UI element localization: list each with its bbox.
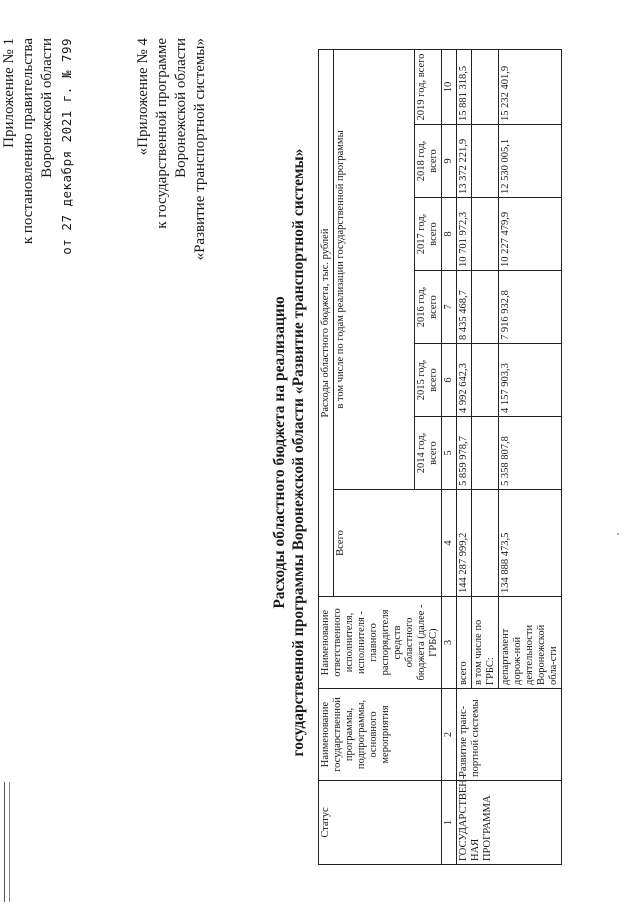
column-number: 3 xyxy=(442,597,457,689)
header-status: Статус xyxy=(319,781,442,865)
header-year-2016: 2016 год, всего xyxy=(415,271,442,344)
row-value-2015: 4 992 642,3 xyxy=(457,344,472,417)
scan-speck xyxy=(617,533,619,535)
document-title xyxy=(270,0,308,905)
program-region: Воронежской области xyxy=(173,38,189,178)
row-value-2018: 12 530 005,1 xyxy=(499,125,562,198)
row-value-2014: 5 358 807,8 xyxy=(499,417,562,490)
row-executor: всего xyxy=(457,597,472,689)
header-program-name: Наименование государственной программы, подпрограммы, основного мероприятия xyxy=(319,689,442,781)
column-number: 6 xyxy=(442,344,457,417)
column-number: 7 xyxy=(442,271,457,344)
header-total: Всего xyxy=(334,490,442,597)
column-number: 5 xyxy=(442,417,457,490)
header-year-2017: 2017 год, всего xyxy=(415,198,442,271)
column-number: 2 xyxy=(442,689,457,781)
footer-divider-secondary xyxy=(9,782,10,902)
appendix-header xyxy=(0,38,115,338)
header-year-2014: 2014 год, всего xyxy=(415,417,442,490)
row-status: ГОСУДАРСТВЕН-НАЯ ПРОГРАММА xyxy=(457,781,562,865)
column-number: 9 xyxy=(442,125,457,198)
footer-divider xyxy=(4,782,5,902)
row-program-name: Развитие транс-портной системы xyxy=(457,689,562,781)
appendix-date: от 27 декабря 2021 г. № 799 xyxy=(59,38,74,255)
title-line-2: государственной программы Воронежской области «Развитие транспортной системы» xyxy=(290,148,307,757)
row-total: 144 287 999,2 xyxy=(457,490,472,597)
row-value-2016: 7 916 932,8 xyxy=(499,271,562,344)
column-number-row xyxy=(442,50,457,865)
row-value-2017: 10 701 972,3 xyxy=(457,198,472,271)
row-total: 134 888 473,5 xyxy=(499,490,562,597)
column-number: 4 xyxy=(442,490,457,597)
row-value-2018: 13 372 221,9 xyxy=(457,125,472,198)
budget-table xyxy=(318,49,562,865)
row-value-2015: 4 157 903,3 xyxy=(499,344,562,417)
header-year-2019: 2019 год, всего xyxy=(415,50,442,125)
header-budget-group: Расходы областного бюджета, тыс. рублей xyxy=(319,50,334,597)
appendix-number: Приложение № 1 xyxy=(1,38,17,148)
appendix-resolution: к постановлению правительства xyxy=(20,38,36,245)
program-appendix-number: «Приложение № 4 xyxy=(135,38,151,156)
appendix-region: Воронежской области xyxy=(39,38,55,178)
row-value-2014: 5 859 978,7 xyxy=(457,417,472,490)
row-value-2016: 8 435 468,7 xyxy=(457,271,472,344)
row-executor: в том числе по ГРБС: xyxy=(472,597,499,689)
column-number: 1 xyxy=(442,781,457,865)
row-value-2017: 10 227 479,9 xyxy=(499,198,562,271)
column-number: 10 xyxy=(442,50,457,125)
header-by-year: в том числе по годам реализации государственной программы xyxy=(334,50,415,490)
title-line-1: Расходы областного бюджета на реализацию xyxy=(271,296,288,609)
table-row-program-total xyxy=(457,50,472,865)
row-value-2019: 15 232 401,9 xyxy=(499,50,562,125)
column-number: 8 xyxy=(442,198,457,271)
header-executor: Наименование ответственного исполнителя, исполнителя - главного распорядителя средств областного бюджета (далее - ГРБС) xyxy=(319,597,442,689)
program-reference: к государственной программе xyxy=(154,38,170,229)
row-executor: департамент дорож-ной деятельности Воронежской обла-сти xyxy=(499,597,562,689)
program-name: «Развитие транспортной системы» xyxy=(192,38,208,261)
header-year-2018: 2018 год, всего xyxy=(415,125,442,198)
header-year-2015: 2015 год, всего xyxy=(415,344,442,417)
row-value-2019: 15 881 318,5 xyxy=(457,50,472,125)
program-header xyxy=(134,38,210,338)
